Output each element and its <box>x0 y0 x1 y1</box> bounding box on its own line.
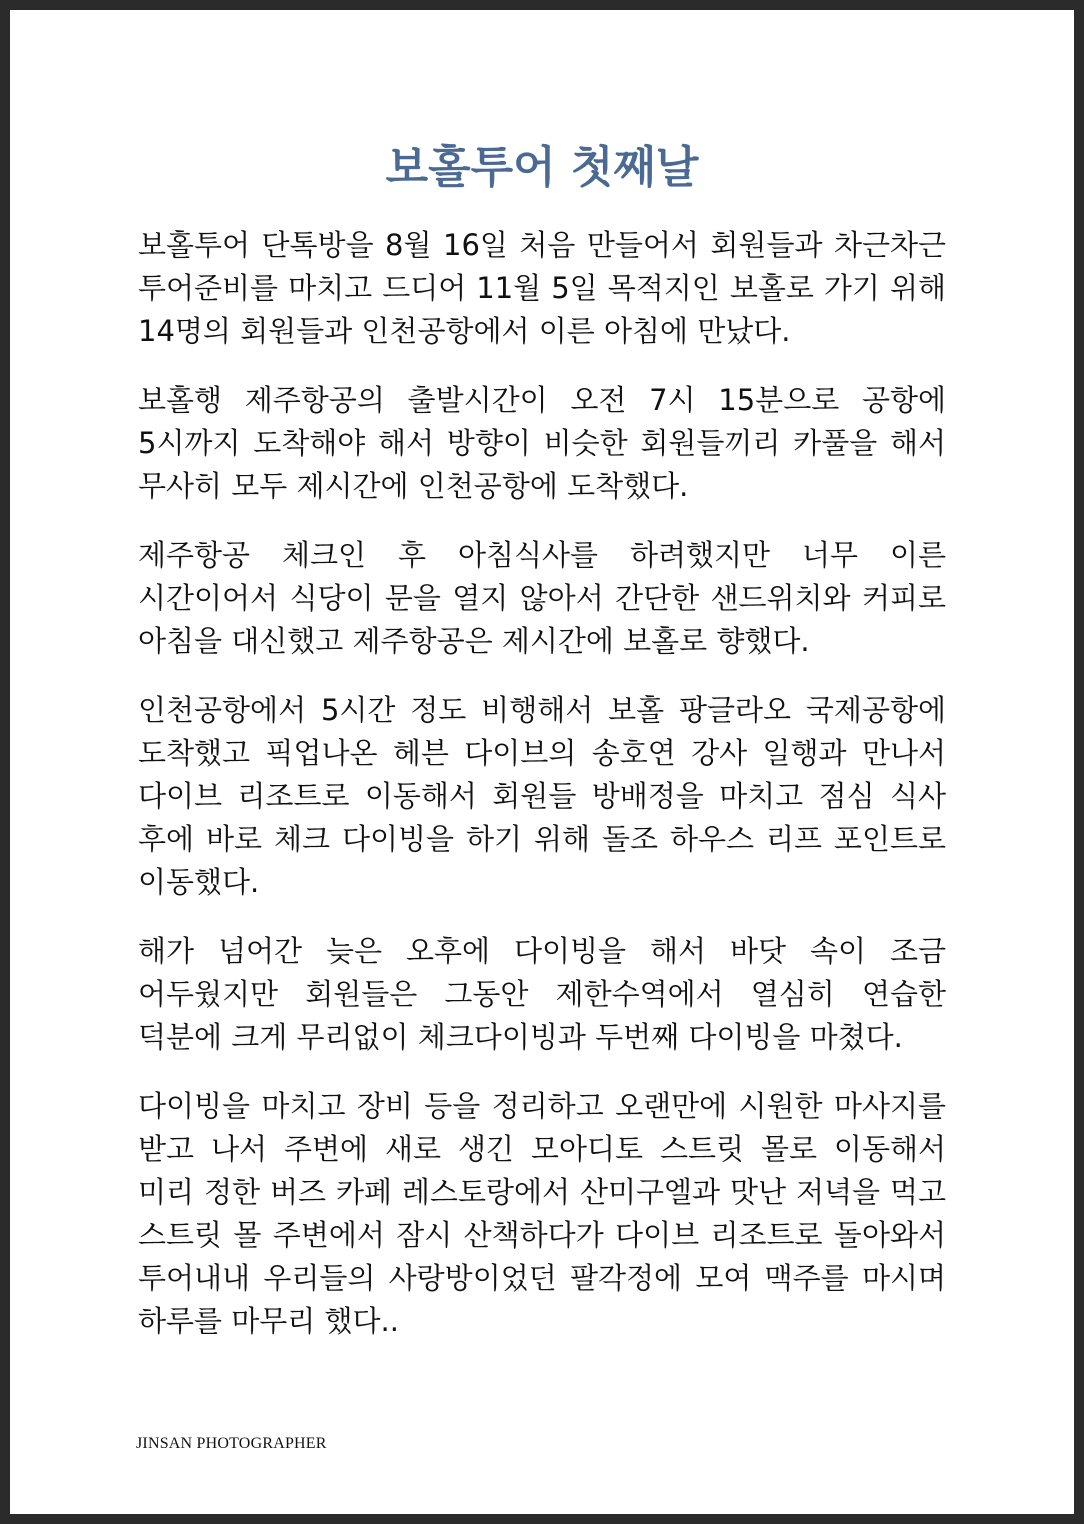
paragraph-1: 보홀투어 단톡방을 8월 16일 처음 만들어서 회원들과 차근차근 투어준비를 마치고 드디어 11월 5일 목적지인 보홀로 가기 위해 14명의 회원들과 인천공항에서 이른 아침에 만났다. <box>138 228 946 348</box>
document-body <box>138 224 946 1369</box>
footer-credit: JINSAN PHOTOGRAPHER <box>136 1435 327 1452</box>
page-title: 보홀투어 첫째날 <box>385 142 699 193</box>
paragraph-5: 해가 넘어간 늦은 오후에 다이빙을 해서 바닷 속이 조금 어두웠지만 회원들은 그동안 제한수역에서 열심히 연습한 덕분에 크게 무리없이 체크다이빙과 두번째 다이빙을 마쳤다. <box>138 934 946 1054</box>
document-page <box>10 10 1074 1514</box>
paragraph-2: 보홀행 제주항공의 출발시간이 오전 7시 15분으로 공항에 5시까지 도착해야 해서 방향이 비슷한 회원들끼리 카풀을 해서 무사히 모두 제시간에 인천공항에 도착했다. <box>138 383 946 503</box>
paragraph-6: 다이빙을 마치고 장비 등을 정리하고 오랜만에 시원한 마사지를 받고 나서 주변에 새로 생긴 모아디토 스트릿 몰로 이동해서 미리 정한 버즈 카페 레스토랑에서 산미구엘과 맛난 저녁을 먹고 스트릿 몰 주변에서 잠시 산책하다가 다이브 리조트로 돌아와서 투어내내 우리들의 사랑방이었던 팔각정에 모여 맥주를 마시며 하루를 마무리 했다.. <box>138 1089 946 1338</box>
paragraph-3: 제주항공 체크인 후 아침식사를 하려했지만 너무 이른 시간이어서 식당이 문을 열지 않아서 간단한 샌드위치와 커피로 아침을 대신했고 제주항공은 제시간에 보홀로 향했다. <box>138 538 946 658</box>
paragraph-4: 인천공항에서 5시간 정도 비행해서 보홀 팡글라오 국제공항에 도착했고 픽업나온 헤븐 다이브의 송호연 강사 일행과 만나서 다이브 리조트로 이동해서 회원들 방배정을 마치고 점심 식사 후에 바로 체크 다이빙을 하기 위해 돌조 하우스 리프 포인트로 이동했다. <box>138 693 946 899</box>
